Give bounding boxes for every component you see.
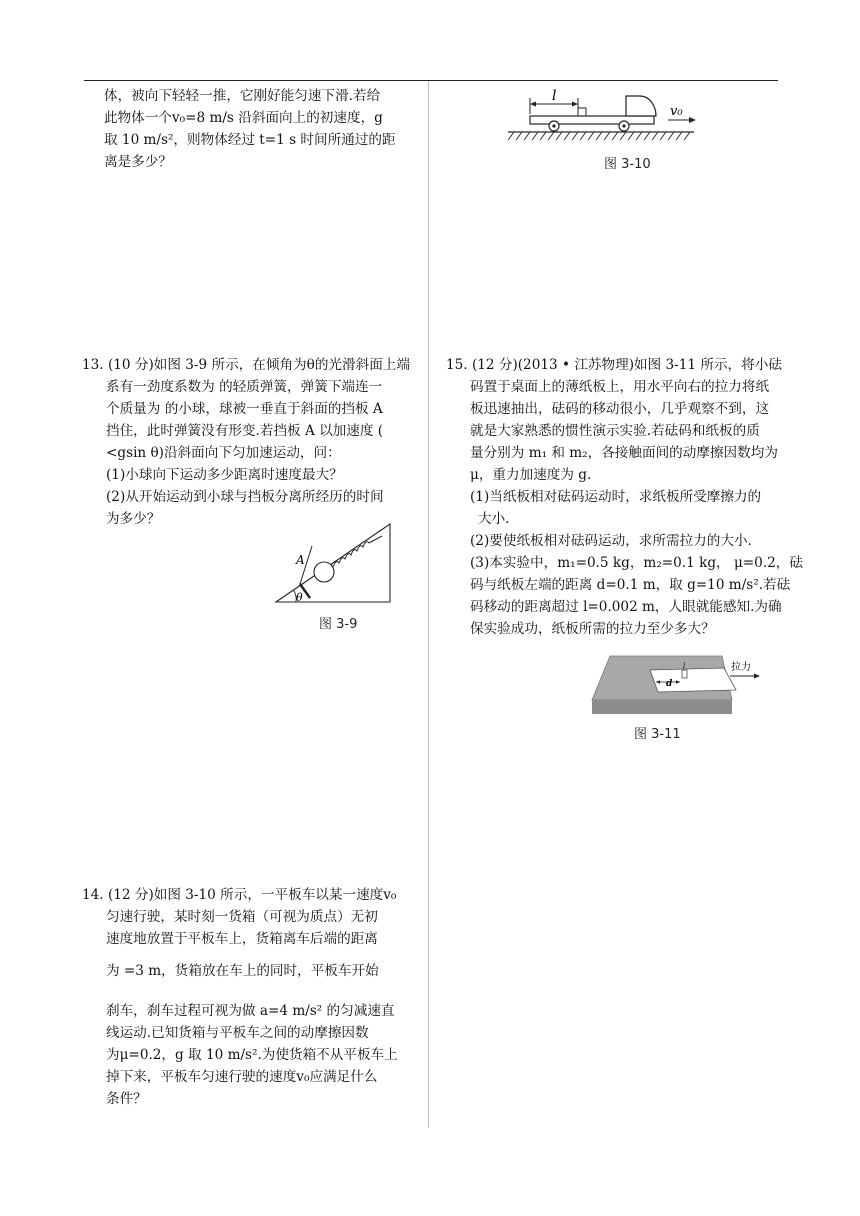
question-13 [82, 354, 410, 530]
text-line: 此物体一个v₀=8 m/s 沿斜面向上的初速度，g [104, 110, 383, 126]
question-line: 13. (10 分)如图 3-9 所示，在倾角为θ的光滑斜面上端 [82, 357, 410, 373]
force-label: 拉力 [731, 662, 751, 673]
question-line: 码移动的距离超过 l=0.002 m，人眼就能感知.为确 [470, 599, 782, 615]
question-line: 15. (12 分)(2013 • 江苏物理)如图 3-11 所示，将小砝 [446, 357, 782, 373]
angle-label: θ [296, 591, 303, 604]
question-line: 系有一劲度系数为 的轻质弹簧，弹簧下端连一 [106, 379, 383, 395]
question-line: 为 =3 m，货箱放在车上的同时，平板车开始 [106, 963, 379, 979]
question-line: 板迅速抽出，砝码的移动很小，几乎观察不到，这 [470, 401, 770, 417]
question-line: 掉下来，平板车匀速行驶的速度v₀应满足什么 [106, 1069, 378, 1085]
small-length-label: l [683, 662, 686, 670]
question-line: 码置于桌面上的薄纸板上，用水平向右的拉力将纸 [470, 379, 770, 395]
length-label: l [552, 88, 557, 104]
header-rule [84, 80, 778, 81]
column-divider [428, 81, 429, 1128]
question-line: 个质量为 的小球，球被一垂直于斜面的挡板 A [106, 401, 383, 417]
figure-3-10-caption: 图 3-10 [604, 157, 651, 172]
text-line: 离是多少？ [104, 154, 172, 170]
figure-3-11-caption: 图 3-11 [634, 727, 681, 742]
text-line: 体，被向下轻轻一推，它刚好能匀速下滑.若给 [104, 88, 381, 104]
distance-label: d [666, 679, 673, 689]
question-line: 条件？ [106, 1091, 147, 1107]
question-line: 匀速行驶，某时刻一货箱（可视为质点）无初 [106, 909, 378, 925]
question-12-continued [104, 85, 396, 173]
plate-label: A [296, 553, 305, 567]
question-line: 为μ=0.2，g 取 10 m/s².为使货箱不从平板车上 [106, 1047, 398, 1063]
velocity-label: v₀ [670, 104, 683, 119]
question-line: 就是大家熟悉的惯性演示实验.若砝码和纸板的质 [470, 423, 760, 439]
question-line: 线运动.已知货箱与平板车之间的动摩擦因数 [106, 1025, 369, 1041]
question-line: 保实验成功，纸板所需的拉力至少多大？ [470, 621, 715, 637]
question-line: 为多少？ [106, 511, 161, 527]
question-line: (1)当纸板相对砝码运动时，求纸板所受摩擦力的 [470, 489, 762, 505]
figure-3-9 [272, 522, 396, 606]
question-line: 挡住，此时弹簧没有形变.若挡板 A 以加速度 ( [106, 423, 384, 439]
question-line: (2)要使纸板相对砝码运动，求所需拉力的大小. [470, 533, 752, 549]
figure-3-9-caption: 图 3-9 [319, 617, 358, 632]
question-line: <gsin θ)沿斜面向下匀加速运动，问： [106, 445, 341, 461]
question-line: (1)小球向下运动多少距离时速度最大？ [106, 467, 343, 483]
question-line: (3)本实验中，m₁=0.5 kg，m₂=0.1 kg， μ=0.2，砝 [470, 555, 803, 571]
text-line: 取 10 m/s²，则物体经过 t=1 s 时间所通过的距 [104, 132, 396, 148]
question-line: 码与纸板左端的距离 d=0.1 m，取 g=10 m/s².若砝 [470, 577, 791, 593]
question-line: μ，重力加速度为 g. [470, 467, 592, 483]
question-line: 量分别为 m₁ 和 m₂，各接触面间的动摩擦因数均为 [470, 445, 778, 461]
question-line: 大小. [478, 511, 510, 527]
question-line: 刹车，刹车过程可视为做 a=4 m/s² 的匀减速直 [106, 1003, 395, 1019]
question-15 [446, 354, 803, 640]
figure-3-11 [590, 654, 780, 718]
question-line: (2)从开始运动到小球与挡板分离所经历的时间 [106, 489, 384, 505]
figure-3-10 [500, 84, 710, 154]
question-line: 速度地放置于平板车上，货箱离车后端的距离 [106, 931, 378, 947]
question-line: 14. (12 分)如图 3-10 所示，一平板车以某一速度v₀ [82, 887, 397, 903]
